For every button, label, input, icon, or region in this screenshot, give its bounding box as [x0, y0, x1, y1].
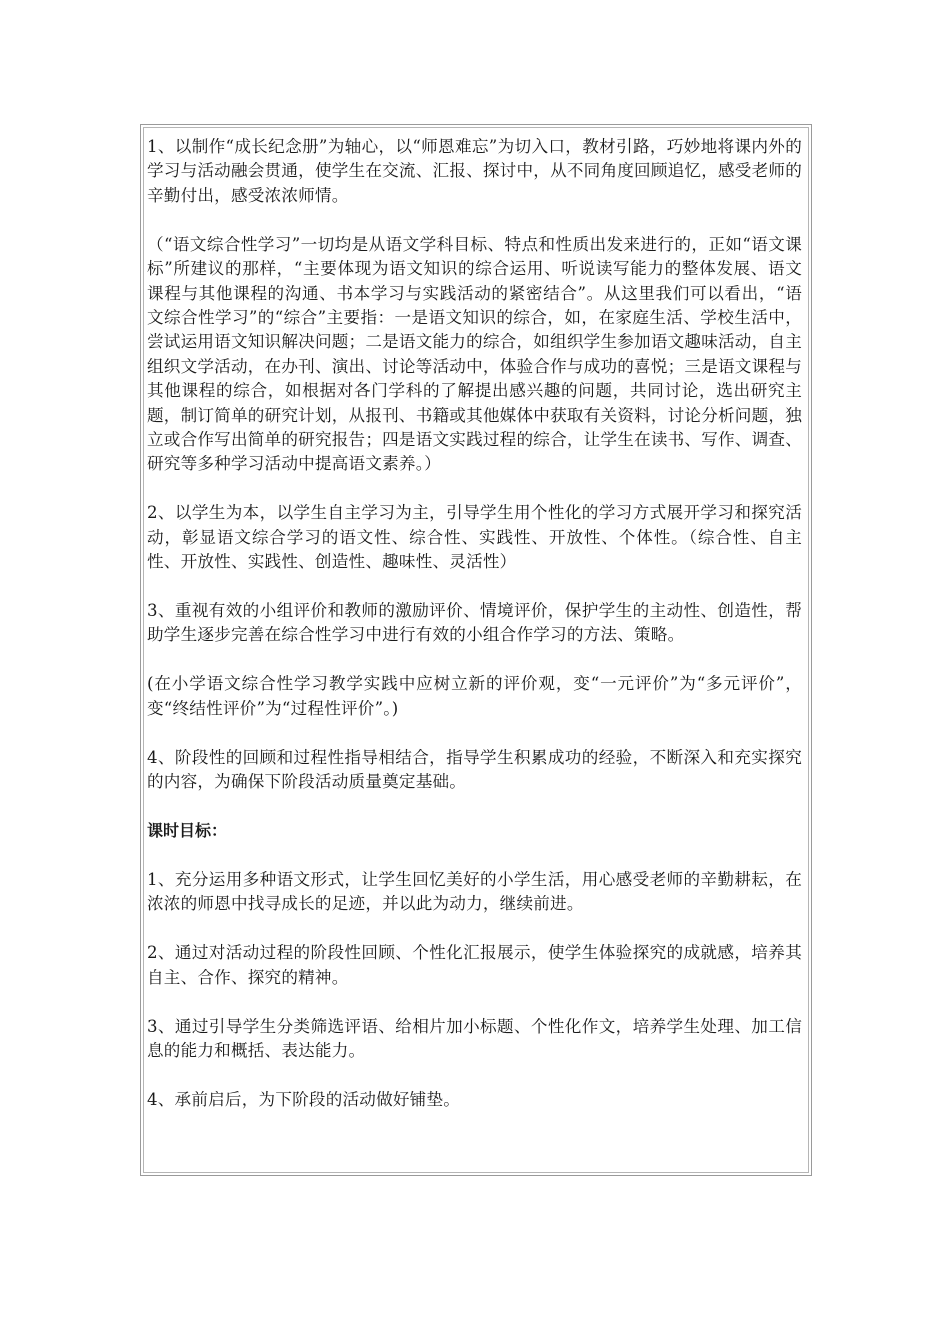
paragraph-principle-2: 2、以学生为本，以学生自主学习为主，引导学生用个性化的学习方式展开学习和探究活动，彰显语文综合学习的语文性、综合性、实践性、开放性、个体性。（综合性、自主性、开放性、实践性、创造性、趣味性、灵活性）	[147, 503, 802, 572]
paragraph-principle-1-note: （“语文综合性学习”一切均是从语文学科目标、特点和性质出发来进行的，正如“语文课标”所建议的那样，“主要体现为语文知识的综合运用、听说读写能力的整体发展、语文课程与其他课程的沟通、书本学习与实践活动的紧密结合”。从这里我们可以看出，“语文综合性学习”的“综合”主要指：一是语文知识的综合，如，在家庭生活、学校生活中，尝试运用语文知识解决问题；二是语文能力的综合，如组织学生参加语文趣味活动，自主组织文学活动，在办刊、演出、讨论等活动中，体验合作与成功的喜悦；三是语文课程与其他课程的综合，如根据对各门学科的了解提出感兴趣的问题，共同讨论，选出研究主题，制订简单的研究计划，从报刊、书籍或其他媒体中获取有关资料，讨论分析问题，独立或合作写出简单的研究报告；四是语文实践过程的综合，让学生在读书、写作、调查、研究等多种学习活动中提高语文素养。）	[147, 234, 802, 474]
objective-item: 3、通过引导学生分类筛选评语、给相片加小标题、个性化作文，培养学生处理、加工信息的能力和概括、表达能力。	[147, 1016, 802, 1060]
paragraph-principle-4: 4、阶段性的回顾和过程性指导相结合，指导学生积累成功的经验，不断深入和充实探究的内容，为确保下阶段活动质量奠定基础。	[147, 747, 802, 792]
objective-item: 4、承前启后，为下阶段的活动做好铺垫。	[147, 1089, 461, 1109]
paragraph-principle-3: 3、重视有效的小组评价和教师的激励评价、情境评价，保护学生的主动性、创造性，帮助学生逐步完善在综合性学习中进行有效的小组合作学习的方法、策略。	[147, 601, 802, 645]
objective-item: 2、通过对活动过程的阶段性回顾、个性化汇报展示，使学生体验探究的成就感，培养其自主、合作、探究的精神。	[147, 943, 802, 987]
objective-item: 1、充分运用多种语文形式，让学生回忆美好的小学生活，用心感受老师的辛勤耕耘，在浓浓的师恩中找寻成长的足迹，并以此为动力，继续前进。	[147, 869, 802, 914]
paragraph-principle-3-note: (在小学语文综合性学习教学实践中应树立新的评价观，变“一元评价”为“多元评价”，变“终结性评价”为“过程性评价”。)	[147, 674, 802, 718]
objectives-heading: 课时目标：	[147, 820, 228, 840]
content-body	[143, 127, 809, 1173]
paragraph-principle-1: 1、以制作“成长纪念册”为轴心，以“师恩难忘”为切入口，教材引路，巧妙地将课内外的学习与活动融会贯通，使学生在交流、汇报、探讨中，从不同角度回顾追忆，感受老师的辛勤付出，感受浓浓师情。	[147, 137, 802, 205]
content-frame	[140, 124, 812, 1176]
